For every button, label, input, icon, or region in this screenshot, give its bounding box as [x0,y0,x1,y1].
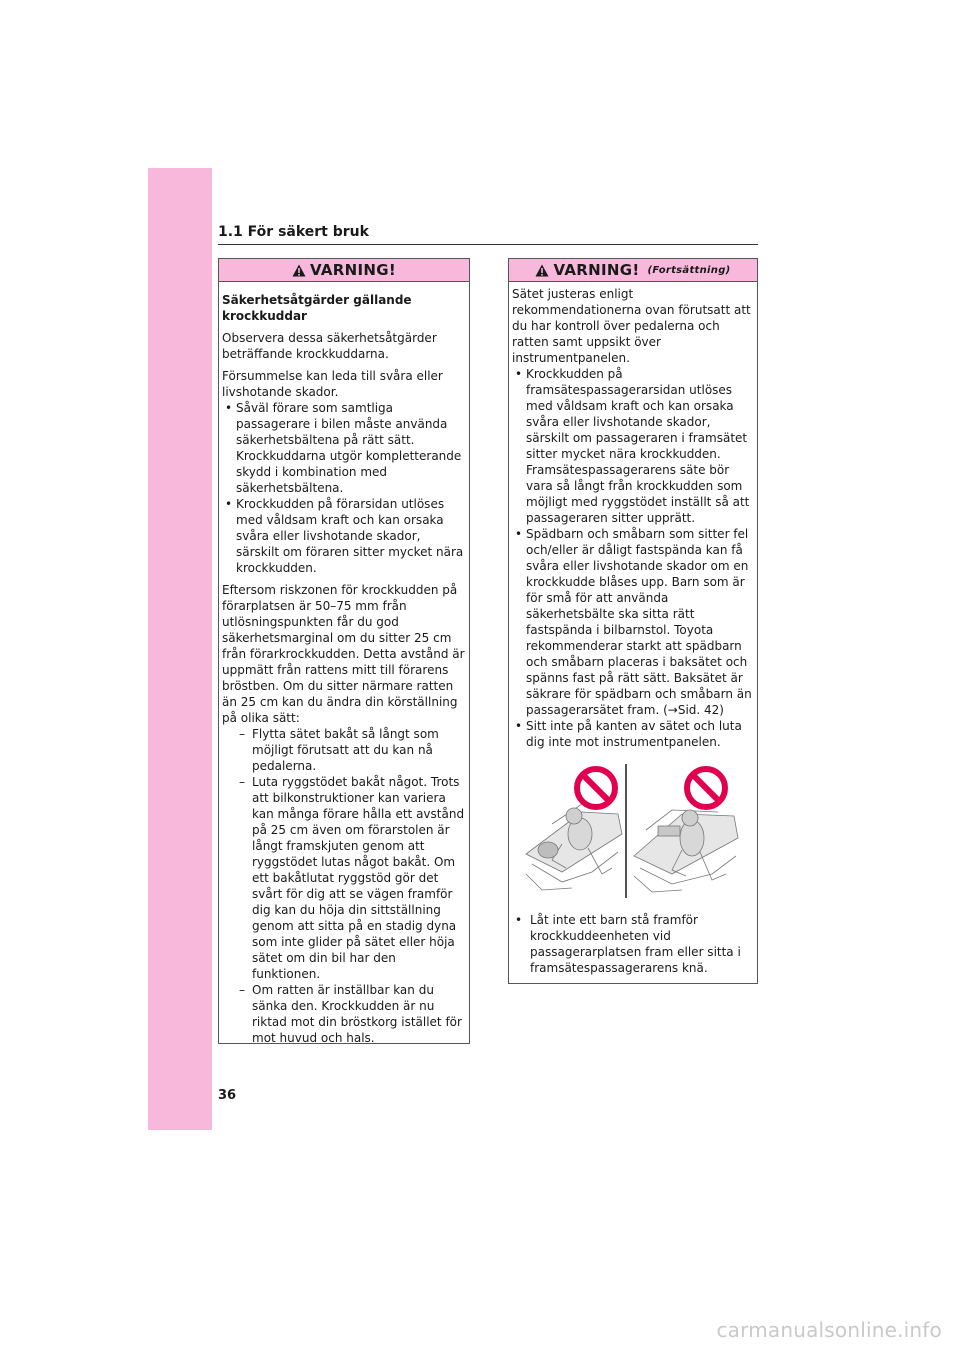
warning-title: VARNING! [553,261,640,279]
illustration-left-scene [526,804,622,890]
warning-box-right [508,258,758,984]
warning-header [219,259,469,282]
warning-content [509,282,757,976]
warning-box-left [218,258,470,1044]
section-rule [218,244,758,245]
warning-subtitle: (Fortsättning) [647,264,731,276]
prohibition-icon [577,769,615,807]
paragraph: Försummelse kan leda till svåra eller livshotande skador. [222,369,443,399]
dash-item-text: Luta ryggstödet bakåt något. Trots att bilkonstruktioner kan variera kan många förare hålla ett avstånd på 25 cm även om förarstolen är långt framskjuten genom att ryggstödet lutas något bakåt. Om ett bakåtlutat ryggstöd gör det svårt för dig att se vägen framför dig kan du höja din sittställning genom att sitta på en stadig dyna som inte glider på sätet eller höja sätet om din bil har den funktionen. [252,775,465,981]
warning-triangle-icon [292,264,306,277]
dash-item-text: Flytta sätet bakåt så långt som möjligt förutsatt att du kan nå pedalerna. [252,727,439,773]
warning-header [509,259,757,282]
illustration-svg [522,764,744,898]
airbag-illustration [522,764,744,898]
dash-item: – Om ratten är inställbar kan du sänka den. Krockkudden är nu riktad mot din bröstkorg istället för mot huvud och hals. [239,983,462,1045]
bullet-item: • Låt inte ett barn stå framför krockkuddeenheten vid passagerarplatsen fram eller sitta i framsätespassagerarens knä. [512,912,754,976]
warning-content [219,282,469,1046]
bullet-item: • Såväl förare som samtliga passagerare i bilen måste använda säkerhetsbältena på rätt sätt. Krockkuddarna utgör kompletterande skydd i kombination med säkerhetsbältena. [222,400,466,496]
side-color-strip [148,168,212,1130]
bullet-item: • Krockkudden på framsätespassagerarsidan utlöses med våldsam kraft och kan orsaka svåra eller livshotande skador, särskilt om passageraren i framsätet sitter mycket nära krockkudden. Framsätespassagerarens säte bör vara så långt från krockkudden som möjligt med ryggstödet inställt så att passageraren sitter upprätt. [512,366,754,526]
warning-heading: Säkerhetsåtgärder gällande krockkuddar [222,293,412,323]
section-title: 1.1 För säkert bruk [218,224,369,240]
dash-item: – Luta ryggstödet bakåt något. Trots att bilkonstruktioner kan variera kan många förare hålla ett avstånd på 25 cm även om förarstolen är långt framskjuten genom att ryggstödet lutas något bakåt. Om ett bakåtlutat ryggstöd gör det svårt för dig att se vägen framför dig kan du höja din sittställning genom att sitta på en stadig dyna som inte glider på sätet eller höja sätet om din bil har den funktionen. [239,775,465,981]
prohibition-icon [687,769,725,807]
warning-triangle-icon [535,264,549,277]
bullet-item: • Krockkudden på förarsidan utlöses med våldsam kraft och kan orsaka svåra eller livshotande skador, särskilt om föraren sitter mycket nära krockkudden. [222,496,466,576]
dash-item: – Flytta sätet bakåt så långt som möjligt förutsatt att du kan nå pedalerna. [239,727,439,773]
paragraph: Eftersom riskzonen för krockkudden på förarplatsen är 50–75 mm från utlösningspunkten får du god säkerhetsmarginal om du sitter 25 cm från förarkrockkudden. Detta avstånd är uppmätt från rattens mitt till förarens bröstben. Om du sitter närmare ratten än 25 cm kan du ändra din körställning på olika sätt: [222,583,465,725]
dash-item-text: Om ratten är inställbar kan du sänka den. Krockkudden är nu riktad mot din bröstkorg istället för mot huvud och hals. [252,983,462,1045]
paragraph: Sätet justeras enligt rekommendationerna ovan förutsatt att du har kontroll över pedalerna och ratten samt uppsikt över instrumentpanelen. [512,287,751,365]
bullet-item: • Spädbarn och småbarn som sitter fel och/eller är dåligt fastspända kan få svåra eller livshotande skador om en krockkudde blåses upp. Barn som är för små för att använda säkerhetsbälte ska sitta rätt fastspända i bilbarnstol. Toyota rekommenderar starkt att spädbarn och småbarn placeras i baksätet och spänns fast på rätt sätt. Baksätet är säkrare för spädbarn och småbarn än passagerarsätet fram. (→Sid. 42) [512,526,754,718]
warning-title: VARNING! [310,261,396,279]
bullet-item: • Sitt inte på kanten av sätet och luta dig inte mot instrumentpanelen. [512,718,754,750]
watermark: carmanualsonline.info [716,1318,942,1342]
page-number: 36 [218,1088,237,1103]
illustration-right-scene [634,810,738,892]
paragraph: Observera dessa säkerhetsåtgärder beträffande krockkuddarna. [222,331,437,361]
